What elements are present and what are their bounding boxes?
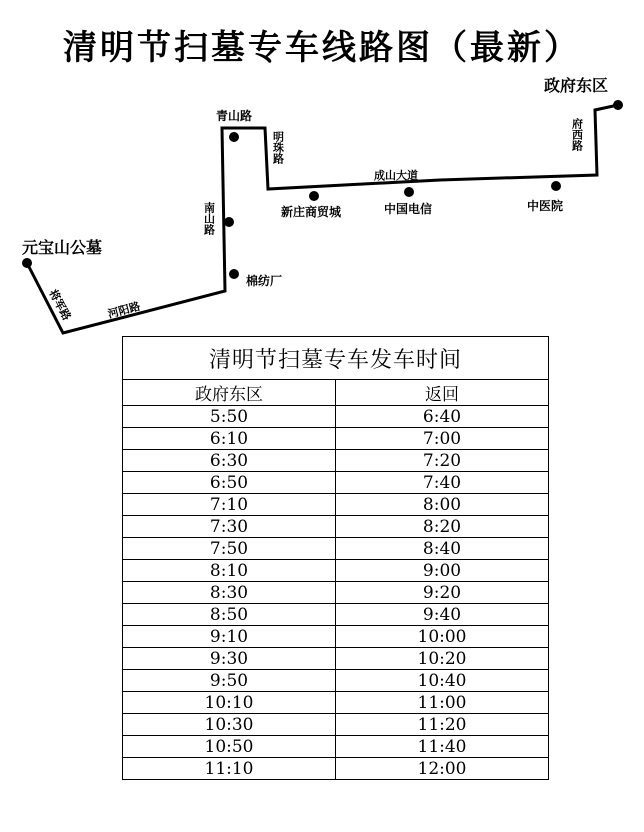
- route-line: [27, 105, 618, 333]
- stop-dot-mianfangchang: [229, 269, 239, 279]
- return-time: 10:20: [336, 648, 549, 670]
- return-time: 7:20: [336, 450, 549, 472]
- table-row: [123, 560, 549, 582]
- depart-time: 11:10: [123, 758, 336, 780]
- stop-label-zhongyiyuan: 中医院: [527, 199, 564, 213]
- depart-time: 8:30: [123, 582, 336, 604]
- road-label-jiangjunlu: 将军路: [46, 287, 74, 323]
- depart-time: 7:10: [123, 494, 336, 516]
- return-time: 8:00: [336, 494, 549, 516]
- column-header-depart: 政府东区: [123, 380, 336, 406]
- table-row: [123, 406, 549, 428]
- table-row: [123, 714, 549, 736]
- schedule-body: [123, 406, 549, 780]
- return-time: 10:40: [336, 670, 549, 692]
- table-row: [123, 758, 549, 780]
- page-title: 清明节扫墓专车线路图（最新）: [63, 28, 581, 68]
- stop-dot-xinzhuang: [309, 191, 319, 201]
- depart-time: 6:30: [123, 450, 336, 472]
- stop-dot-yuanbaoshan: [22, 258, 32, 268]
- depart-time: 9:50: [123, 670, 336, 692]
- table-row: [123, 516, 549, 538]
- road-label-fuxilu: 府西路: [570, 118, 584, 151]
- depart-time: 7:30: [123, 516, 336, 538]
- table-row: [123, 648, 549, 670]
- return-time: 11:40: [336, 736, 549, 758]
- depart-time: 8:50: [123, 604, 336, 626]
- schedule-title: 清明节扫墓专车发车时间: [123, 337, 549, 380]
- depart-time: 10:10: [123, 692, 336, 714]
- stop-label-qingshanlu: 青山路: [216, 109, 253, 123]
- depart-time: 10:50: [123, 736, 336, 758]
- return-time: 8:40: [336, 538, 549, 560]
- route-map: [0, 70, 644, 340]
- road-label-chengshandadao: 成山大道: [374, 169, 418, 182]
- stop-dot-zhongyiyuan: [551, 181, 561, 191]
- depart-time: 6:10: [123, 428, 336, 450]
- table-row: [123, 494, 549, 516]
- return-time: 7:00: [336, 428, 549, 450]
- stop-label-yuanbaoshan: 元宝山公墓: [22, 238, 103, 257]
- depart-time: 10:30: [123, 714, 336, 736]
- road-label-mingzhulu: 明珠路: [271, 131, 285, 164]
- return-time: 11:00: [336, 692, 549, 714]
- stop-dot-qingshanlu: [229, 132, 239, 142]
- depart-time: 7:50: [123, 538, 336, 560]
- return-time: 8:20: [336, 516, 549, 538]
- return-time: 9:40: [336, 604, 549, 626]
- table-row: [123, 582, 549, 604]
- return-time: 9:00: [336, 560, 549, 582]
- depart-time: 9:10: [123, 626, 336, 648]
- stop-dot-nanshanlu: [224, 217, 234, 227]
- depart-time: 6:50: [123, 472, 336, 494]
- return-time: 9:20: [336, 582, 549, 604]
- table-row: [123, 670, 549, 692]
- stop-label-zhengfu: 政府东区: [544, 76, 609, 95]
- table-row: [123, 736, 549, 758]
- stop-label-xinzhuang: 新庄商贸城: [281, 205, 342, 219]
- road-label-nanshanlu: 南山路: [202, 202, 216, 235]
- return-time: 11:20: [336, 714, 549, 736]
- stop-dot-dianxin: [404, 187, 414, 197]
- table-row: [123, 626, 549, 648]
- stop-dot-zhengfu: [613, 100, 623, 110]
- stop-label-mianfangchang: 棉纺厂: [246, 274, 283, 288]
- schedule-table: [122, 336, 549, 780]
- table-row: [123, 538, 549, 560]
- table-row: [123, 604, 549, 626]
- column-header-return: 返回: [336, 380, 549, 406]
- depart-time: 5:50: [123, 406, 336, 428]
- return-time: 12:00: [336, 758, 549, 780]
- table-row: [123, 692, 549, 714]
- depart-time: 9:30: [123, 648, 336, 670]
- return-time: 6:40: [336, 406, 549, 428]
- table-row: [123, 428, 549, 450]
- return-time: 10:00: [336, 626, 549, 648]
- stop-label-dianxin: 中国电信: [384, 202, 433, 216]
- depart-time: 8:10: [123, 560, 336, 582]
- table-row: [123, 472, 549, 494]
- return-time: 7:40: [336, 472, 549, 494]
- table-row: [123, 450, 549, 472]
- road-label-heyanglu: 河阳路: [106, 299, 142, 321]
